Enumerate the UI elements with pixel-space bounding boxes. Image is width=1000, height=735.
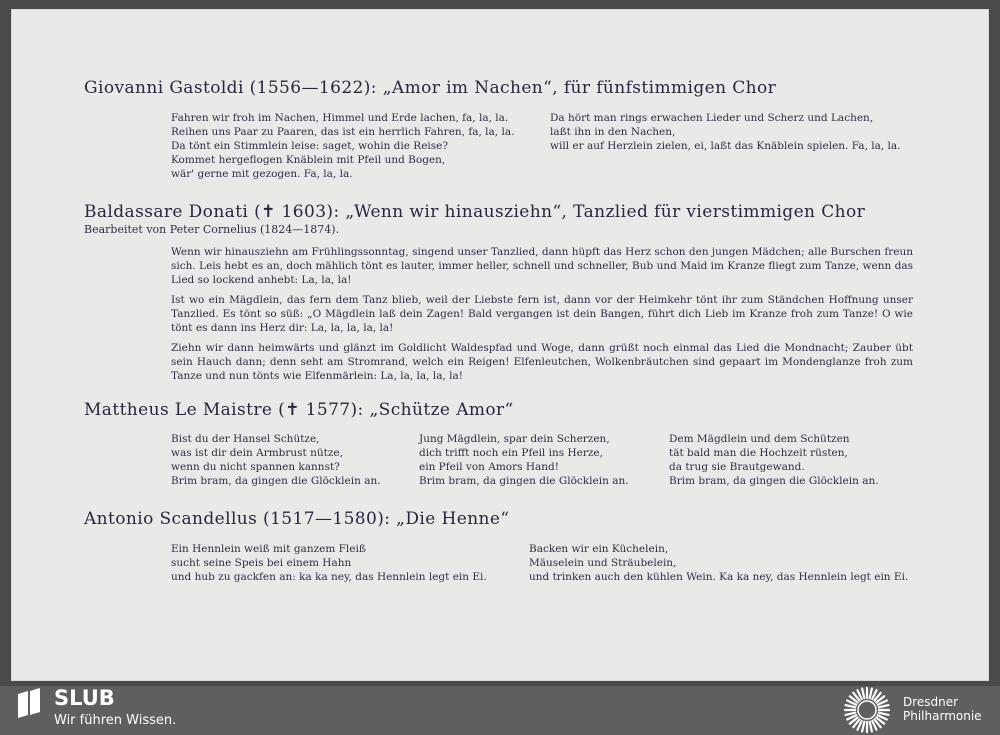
scandellus-verse-right [529,542,908,584]
verse-line: Backen wir ein Küchelein, [529,543,669,555]
donati-lyrics [171,245,913,389]
verse-line: Bist du der Hansel Schütze, [171,433,320,445]
verse-line: Brim bram, da gingen die Glöcklein an. [419,475,629,487]
dresdner-philharmonie-logo-text[interactable] [903,695,982,723]
verse-line: und trinken auch den kühlen Wein. Ka ka ney, das Hennlein legt ein Ei. [529,571,909,583]
sunburst-ray [846,713,856,715]
program-page [11,9,989,681]
verse-line: Da tönt ein Stimmlein leise: saget, wohin die Reise? [171,140,449,152]
dp-line-1: Dresdner [903,695,959,709]
sunburst-ray [879,713,889,715]
section-heading-donati: Baldassare Donati (✝ 1603): „Wenn wir hinausziehn“, Tanzlied für vierstimmigen Chor [84,202,866,222]
sunburst-ray [846,705,856,707]
footer-bar [0,686,1000,735]
scandellus-verse-left [171,542,487,584]
verse-line: Brim bram, da gingen die Glöcklein an. [669,475,879,487]
slub-tagline: Wir führen Wissen. [54,713,177,728]
sunburst-ray [870,722,872,732]
verse-line: da trug sie Brautgewand. [669,461,805,473]
verse-line: Brim bram, da gingen die Glöcklein an. [171,475,381,487]
dp-line-2: Philharmonie [903,709,982,723]
gastoldi-verse-right [550,111,901,153]
lyrics-paragraph: Ziehn wir dann heimwärts und glänzt im Goldlicht Waldespfad und Woge, dann grüßt noch einmal das Lied die Mondnacht; Zauber übt sein Hauch dann; denn seht am Stromrand, welch ein Reigen! Elfenleutchen, Wolkenbräutchen sind gepaart im Mondenglanze froh zum Tanze und nun tönts wie Elfenmärlein: La, la, la, la, la! [171,342,913,382]
verse-line: Dem Mägdlein und dem Schützen [669,433,850,445]
sunburst-logo-icon [842,686,892,734]
gastoldi-verse-left [171,111,514,181]
slub-logo-text[interactable]: SLUB [54,686,115,710]
book-icon [14,688,42,718]
lyrics-paragraph: Ist wo ein Mägdlein, das fern dem Tanz blieb, weil der Liebste fern ist, dann vor der Heimkehr tönt ihr zum Ständchen Hoffnung unser Tanzlied. Es tönt so süß: „O Mägdlein laß dein Zagen! Bald vergangen ist dein Bangen, führt dich Lieb im Kranze froh zum Tanze! O wie tönt es dann ins Herz dir: La, la, la, la, la! [171,294,913,334]
arrangement-credit: Bearbeitet von Peter Cornelius (1824—1874). [84,223,340,236]
le-maistre-verse-1 [171,432,381,488]
verse-line: Kommet hergeflogen Knäblein mit Pfeil und Bogen, [171,154,446,166]
verse-line: Jung Mägdlein, spar dein Scherzen, [419,433,610,445]
verse-line: laßt ihn in den Nachen, [550,126,676,138]
verse-line: wenn du nicht spannen kannst? [171,461,340,473]
verse-line: will er auf Herzlein zielen, ei, laßt das Knäblein spielen. Fa, la, la. [550,140,901,152]
lyrics-paragraph: Wenn wir hinausziehn am Frühlingssonntag, singend unser Tanzlied, dann hüpft das Herz schon den jungen Mädchen; alle Burschen freun sich. Leis hebt es an, doch mählich tönt es lauter, immer heller, schnell und schneller, Bub und Maid im Kranze fliegt zum Tanze, wenn das Lied so lockend anhebt: La, la, la! [171,246,913,286]
verse-line: Mäuselein und Sträubelein, [529,557,677,569]
sunburst-ray [879,705,889,707]
verse-line: Da hört man rings erwachen Lieder und Scherz und Lachen, [550,112,874,124]
sunburst-ray [862,689,864,699]
verse-line: Reihen uns Paar zu Paaren, das ist ein herrlich Fahren, fa, la, la. [171,126,515,138]
verse-line: ein Pfeil von Amors Hand! [419,461,559,473]
verse-line: sucht seine Speis bei einem Hahn [171,557,352,569]
verse-line: was ist dir dein Armbrust nütze, [171,447,343,459]
verse-line: und hub zu gackfen an: ka ka ney, das Hennlein legt ein Ei. [171,571,487,583]
verse-line: dich trifft noch ein Pfeil ins Herze, [419,447,603,459]
verse-line: Ein Hennlein weiß mit ganzem Fleiß [171,543,366,555]
verse-line: tät bald man die Hochzeit rüsten, [669,447,848,459]
section-heading-le-maistre: Mattheus Le Maistre (✝ 1577): „Schütze Amor“ [84,400,514,420]
sunburst-ray [870,689,872,699]
sunburst-ray [862,722,864,732]
le-maistre-verse-2 [419,432,629,488]
verse-line: wär' gerne mit gezogen. Fa, la, la. [171,168,353,180]
le-maistre-verse-3 [669,432,879,488]
section-heading-gastoldi: Giovanni Gastoldi (1556—1622): „Amor im Nachen“, für fünfstimmigen Chor [84,78,777,98]
verse-line: Fahren wir froh im Nachen, Himmel und Erde lachen, fa, la, la. [171,112,509,124]
section-heading-scandellus: Antonio Scandellus (1517—1580): „Die Henne“ [84,509,510,529]
